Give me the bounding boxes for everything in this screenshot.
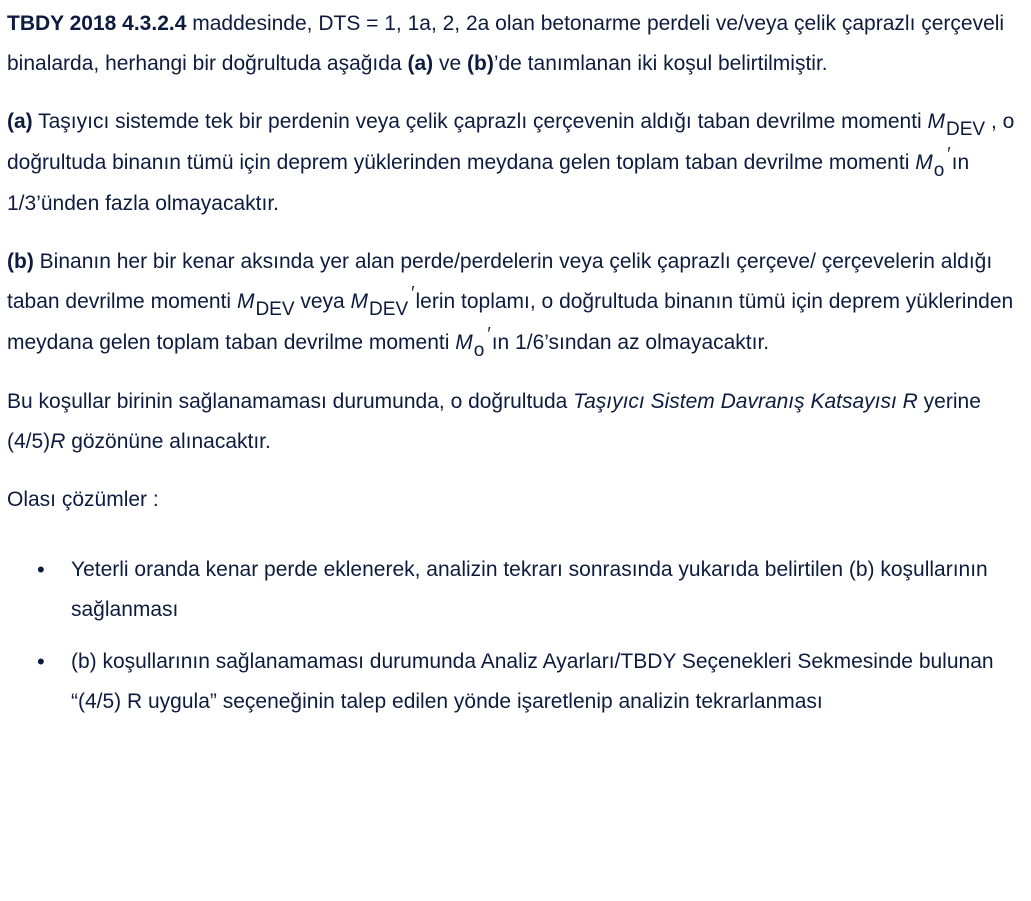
list-item-text: Yeterli oranda kenar perde eklenerek, analizin tekrarı sonrasında yukarıda belirtilen (b) koşullarının sağlanması (71, 558, 988, 621)
prime-mark: ′ (411, 283, 415, 303)
condition-b-paragraph (7, 242, 1023, 364)
list-item (37, 550, 1023, 630)
condition-a-text-2: , o doğrultuda binanın tümü için deprem yüklerinden meydana gelen toplam taban devrilme momenti (7, 110, 1015, 174)
condition-b-text-1: Binanın her bir kenar aksında yer alan perde/perdelerin veya çelik çaprazlı çerçeve/ çerçevelerin aldığı taban devrilme momenti (7, 250, 993, 313)
m-dev-symbol: MDEV (350, 290, 409, 320)
condition-b-text-2: veya (294, 290, 351, 313)
m-o-symbol: Mo (915, 151, 945, 181)
condition-a-text-1: Taşıyıcı sistemde tek bir perdenin veya çelik çaprazlı çerçevenin aldığı taban devrilme momenti (32, 110, 928, 133)
consequence-text-1: Bu koşullar birinin sağlanamaması durumunda, o doğrultuda (7, 390, 574, 413)
intro-text-3: ’de tanımlanan iki koşul belirtilmiştir. (493, 52, 828, 75)
condition-a-paragraph (7, 102, 1023, 224)
intro-text-2: ve (433, 52, 467, 75)
m-dev-symbol: MDEV (236, 290, 295, 320)
intro-text-1: maddesinde, DTS = 1, 1a, 2, 2a olan betonarme perdeli ve/veya çelik çaprazlı çerçeveli binalarda, herhangi bir doğrultuda aşağıda (7, 12, 1005, 75)
consequence-italic-2: R (50, 430, 66, 453)
consequence-italic-1: Taşıyıcı Sistem Davranış Katsayısı R (573, 390, 918, 413)
prime-mark: ′ (487, 324, 491, 344)
consequence-text-3: gözönüne alınacaktır. (65, 430, 271, 453)
solutions-heading: Olası çözümler : (7, 488, 159, 511)
intro-a-ref: (a) (407, 52, 434, 75)
m-dev-symbol: MDEV (927, 110, 986, 140)
regulation-reference: TBDY 2018 4.3.2.4 (7, 12, 187, 35)
list-item-text: (b) koşullarının sağlanamaması durumunda Analiz Ayarları/TBDY Seçenekleri Sekmesinde bulunan “(4/5) R uygula” seçeneğinin talep edilen yönde işaretlenip analizin tekrarlanması (71, 650, 994, 713)
bullet-icon: • (37, 557, 45, 582)
condition-b-text-4: ın 1/6’sından az olmayacaktır. (491, 331, 770, 354)
solutions-list (7, 550, 1023, 722)
condition-b-label: (b) (7, 250, 34, 273)
intro-paragraph (7, 4, 1023, 84)
consequence-text-2: yerine (4/5) (7, 390, 981, 453)
consequence-paragraph (7, 382, 1023, 462)
prime-mark: ′ (947, 144, 951, 164)
intro-b-ref: (b) (467, 52, 494, 75)
list-item (37, 642, 1023, 722)
condition-a-text-3: ın 1/3’ünden fazla olmayacaktır. (7, 151, 970, 215)
condition-a-label: (a) (7, 110, 33, 133)
condition-b-text-3: lerin toplamı, o doğrultuda binanın tümü için deprem yüklerinden meydana gelen toplam taban devrilme momenti (7, 290, 1014, 354)
m-o-symbol: Mo (455, 331, 485, 361)
bullet-icon: • (37, 649, 45, 674)
